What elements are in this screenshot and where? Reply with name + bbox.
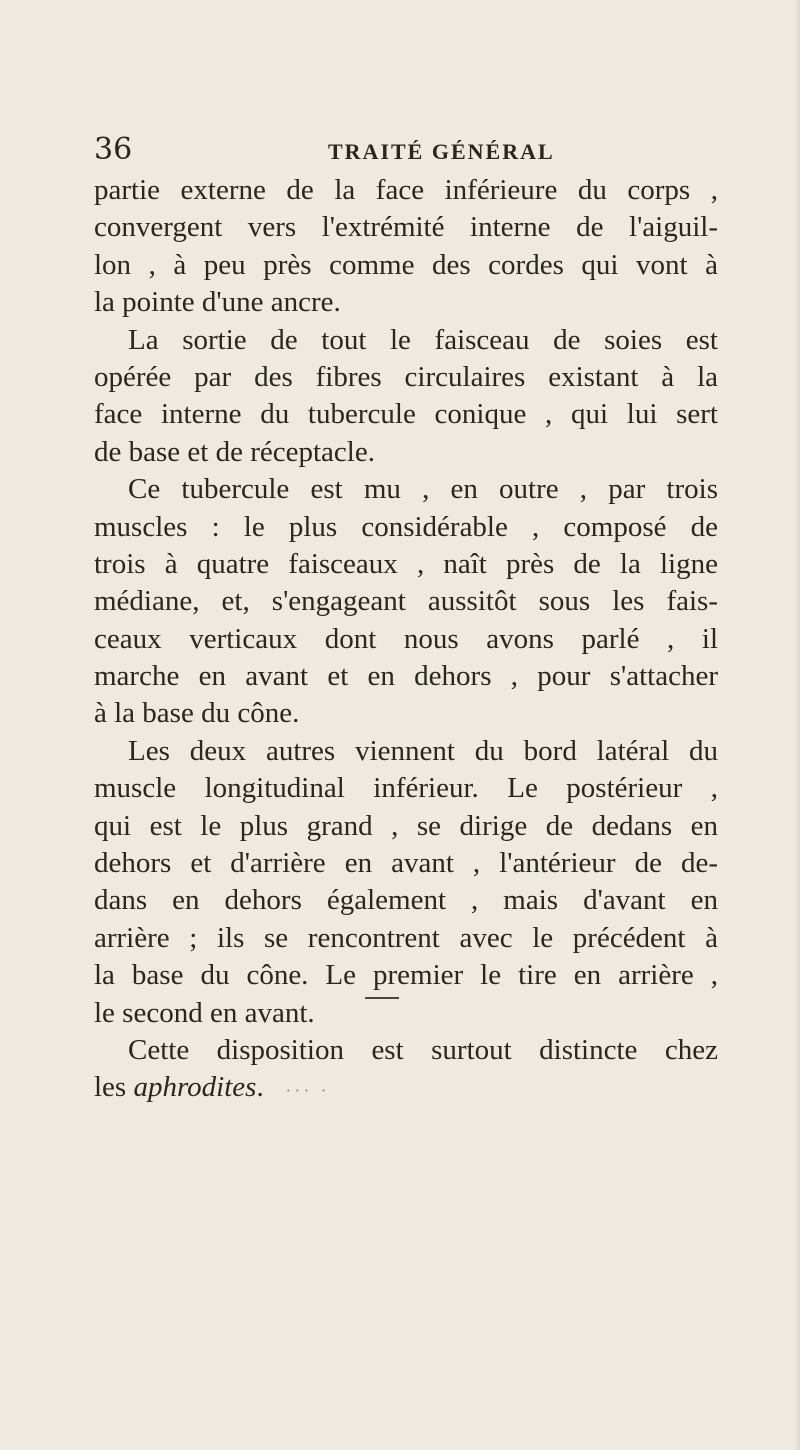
text-line: la base du cône. Le premier le tire en arrière ,	[94, 959, 718, 992]
text-line: lon , à peu près comme des cordes qui vont à	[94, 248, 718, 281]
final-text-line	[94, 1069, 718, 1106]
text-line: la pointe d'une ancre.	[94, 286, 341, 319]
paragraph-start-line: Cette disposition est surtout distincte chez	[128, 1033, 718, 1066]
page-header	[94, 132, 714, 172]
text-line: de base et de réceptacle.	[94, 435, 375, 468]
text-line: à la base du cône.	[94, 697, 300, 730]
text-line: médiane, et, s'engageant aussitôt sous les fais-	[94, 585, 718, 618]
final-line-prefix: les	[94, 1071, 134, 1104]
body-text	[94, 172, 718, 1107]
italic-term: aphrodites	[133, 1071, 257, 1104]
end-rule	[365, 997, 399, 999]
text-line: arrière ; ils se rencontrent avec le précédent à	[94, 921, 718, 954]
paragraph-start-line: Ce tubercule est mu , en outre , par trois	[128, 473, 718, 506]
print-smudge: ⋅⋅⋅ ⋅	[285, 1083, 331, 1101]
final-line-suffix: .	[256, 1071, 264, 1104]
text-line: marche en avant et en dehors , pour s'attacher	[94, 660, 718, 693]
paragraph-start-line: Les deux autres viennent du bord latéral du	[128, 734, 718, 767]
text-line: dans en dehors également , mais d'avant en	[94, 884, 718, 917]
text-line: trois à quatre faisceaux , naît près de la ligne	[94, 547, 718, 580]
paragraph-start-line: La sortie de tout le faisceau de soies est	[128, 323, 718, 356]
text-line: le second en avant.	[94, 996, 315, 1029]
text-line: ceaux verticaux dont nous avons parlé , il	[94, 622, 718, 655]
text-line: opérée par des fibres circulaires existant à la	[94, 360, 718, 393]
text-line: qui est le plus grand , se dirige de dedans en	[94, 809, 718, 842]
text-line: muscle longitudinal inférieur. Le postérieur ,	[94, 772, 718, 805]
text-line: face interne du tubercule conique , qui lui sert	[94, 398, 718, 431]
page-edge-shadow	[794, 0, 800, 1450]
page-number: 36	[94, 132, 133, 167]
text-line: convergent vers l'extrémité interne de l'aiguil-	[94, 211, 718, 244]
text-line: partie externe de la face inférieure du corps ,	[94, 174, 718, 206]
text-line: muscles : le plus considérable , composé de	[94, 510, 718, 543]
running-head: TRAITÉ GÉNÉRAL	[328, 139, 555, 164]
text-line: dehors et d'arrière en avant , l'antérieur de de-	[94, 847, 718, 880]
